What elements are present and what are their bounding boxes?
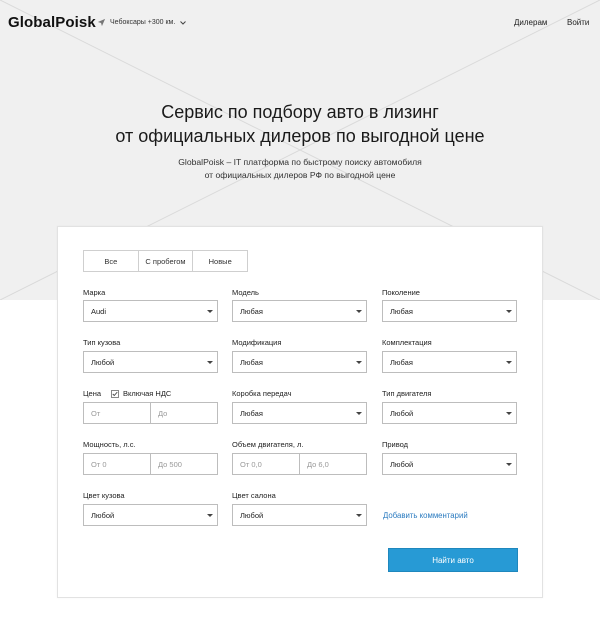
nav-login-link[interactable]: Войти — [567, 18, 590, 27]
body-type-value: Любой — [91, 357, 115, 367]
gearbox-select[interactable] — [232, 402, 367, 424]
location-selector[interactable] — [97, 18, 187, 27]
gearbox-value: Любая — [240, 408, 263, 418]
brand-value: Audi — [91, 306, 107, 316]
site-header — [0, 0, 600, 46]
interior-color-label: Цвет салона — [232, 491, 276, 500]
checkmark-icon — [112, 391, 118, 397]
add-comment-link[interactable]: Добавить комментарий — [383, 511, 468, 520]
hero-title-line-2: от официальных дилеров по выгодной цене — [115, 126, 485, 146]
find-car-button[interactable]: Найти авто — [388, 548, 518, 572]
power-to-input[interactable]: До 500 — [151, 453, 218, 475]
caret-down-icon — [356, 412, 362, 415]
interior-color-select[interactable] — [232, 504, 367, 526]
drive-value: Любой — [390, 459, 414, 469]
vat-checkbox-group — [111, 389, 171, 398]
body-color-select[interactable] — [83, 504, 218, 526]
model-label: Модель — [232, 288, 259, 297]
location-label: Чебоксары +300 км. — [110, 19, 176, 26]
body-color-value: Любой — [91, 510, 115, 520]
gearbox-label: Коробка передач — [232, 389, 292, 398]
caret-down-icon — [506, 463, 512, 466]
hero-subtitle — [0, 156, 600, 181]
drive-label: Привод — [382, 440, 409, 449]
caret-down-icon — [506, 412, 512, 415]
tab-all[interactable]: Все — [84, 251, 138, 271]
engine-type-label: Тип двигателя — [382, 389, 432, 398]
hero-title — [0, 100, 600, 148]
engine-volume-range — [232, 453, 367, 475]
trim-value: Любая — [390, 357, 413, 367]
brand-select[interactable] — [83, 300, 218, 322]
condition-tabs — [83, 250, 248, 272]
modification-select[interactable] — [232, 351, 367, 373]
caret-down-icon — [356, 310, 362, 313]
hero-subtitle-line-1: GlobalPoisk – IT платформа по быстрому поиску автомобиля — [178, 157, 422, 167]
engine-volume-from-input[interactable]: От 0,0 — [232, 453, 300, 475]
hero-title-line-1: Сервис по подбору авто в лизинг — [161, 102, 439, 122]
hero-subtitle-line-2: от официальных дилеров РФ по выгодной цене — [204, 169, 396, 180]
navigation-arrow-icon — [97, 18, 106, 27]
model-select[interactable] — [232, 300, 367, 322]
body-type-label: Тип кузова — [83, 338, 121, 347]
logo[interactable]: GlobalPoisk — [8, 14, 96, 31]
generation-select[interactable] — [382, 300, 517, 322]
caret-down-icon — [207, 361, 213, 364]
trim-select[interactable] — [382, 351, 517, 373]
power-range — [83, 453, 218, 475]
price-to-input[interactable]: До — [151, 402, 218, 424]
generation-label: Поколение — [382, 288, 420, 297]
power-from-input[interactable]: От 0 — [83, 453, 151, 475]
caret-down-icon — [506, 310, 512, 313]
caret-down-icon — [207, 310, 213, 313]
vat-checkbox-label: Включая НДС — [123, 389, 172, 398]
tab-new[interactable]: Новые — [192, 251, 247, 271]
tab-used[interactable]: С пробегом — [138, 251, 193, 271]
vat-checkbox[interactable] — [111, 390, 119, 398]
nav-dealers-link[interactable]: Дилерам — [514, 18, 548, 27]
caret-down-icon — [356, 361, 362, 364]
caret-down-icon — [207, 514, 213, 517]
caret-down-icon — [356, 514, 362, 517]
model-value: Любая — [240, 306, 263, 316]
interior-color-value: Любой — [240, 510, 264, 520]
engine-type-value: Любой — [390, 408, 414, 418]
price-range — [83, 402, 218, 424]
engine-volume-to-input[interactable]: До 6,0 — [300, 453, 367, 475]
engine-volume-label: Объем двигателя, л. — [232, 440, 304, 449]
price-from-input[interactable]: От — [83, 402, 151, 424]
caret-down-icon — [506, 361, 512, 364]
price-label: Цена — [83, 389, 102, 398]
body-type-select[interactable] — [83, 351, 218, 373]
trim-label: Комплектация — [382, 338, 432, 347]
chevron-down-icon — [179, 19, 187, 27]
generation-value: Любая — [390, 306, 413, 316]
brand-label: Марка — [83, 288, 106, 297]
body-color-label: Цвет кузова — [83, 491, 125, 500]
modification-label: Модификация — [232, 338, 282, 347]
modification-value: Любая — [240, 357, 263, 367]
engine-type-select[interactable] — [382, 402, 517, 424]
drive-select[interactable] — [382, 453, 517, 475]
power-label: Мощность, л.с. — [83, 440, 136, 449]
